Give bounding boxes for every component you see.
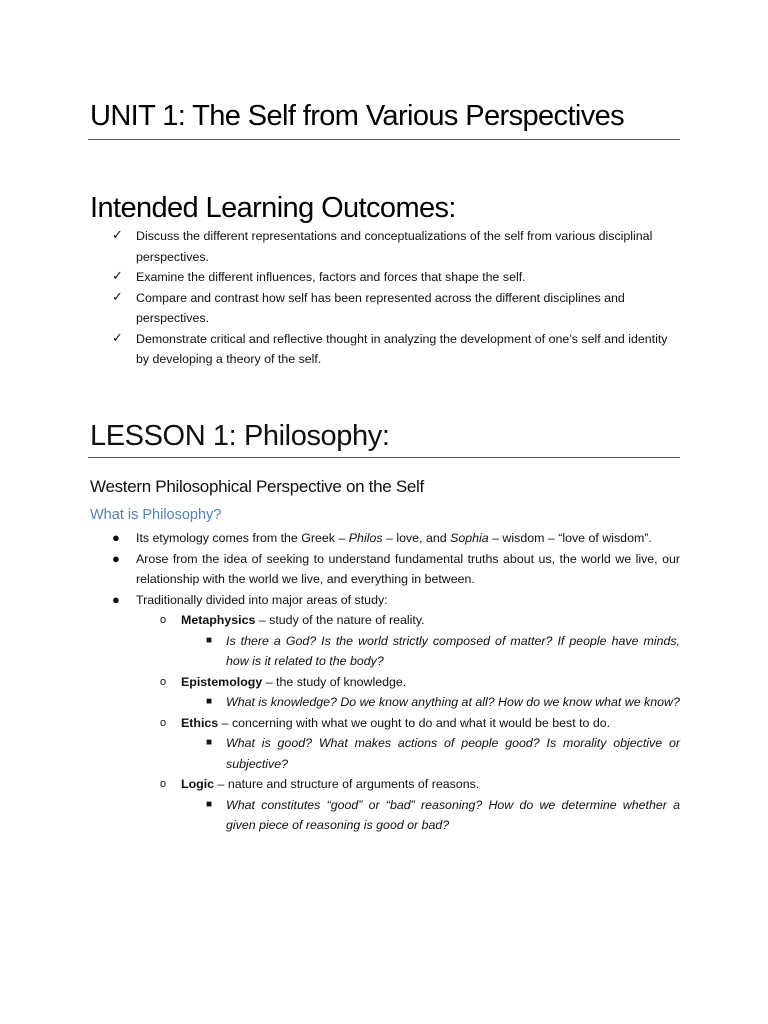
- bullet-icon: ●: [112, 530, 120, 545]
- term-philos: Philos: [348, 531, 383, 545]
- area-term: Ethics: [181, 715, 219, 730]
- bullet-item-origin: ● Arose from the idea of seeking to understand fundamental truths about us, the world we live, our relationship with the world we live, and everything in between.: [112, 550, 680, 586]
- outcome-item: [90, 226, 680, 267]
- area-item-metaphysics: [136, 610, 680, 672]
- lesson-title-rule: [88, 457, 680, 458]
- lesson-title: LESSON 1: Philosophy:: [90, 420, 390, 452]
- area-desc: – study of the nature of reality.: [255, 613, 425, 627]
- circle-bullet-icon: o: [160, 716, 167, 729]
- square-bullet-icon: ■: [206, 696, 213, 707]
- unit-title-rule: [88, 139, 680, 140]
- circle-bullet-icon: o: [160, 614, 167, 626]
- area-question: ■ What constitutes “good” or “bad” reasoning? How do we determine whether a given piece of reasoning is good or bad?: [181, 795, 680, 836]
- area-question: ■ Is there a God? Is the world strictly composed of matter? If people have minds, how is it related to the body?: [181, 631, 680, 672]
- area-question: ■ What is knowledge? Do we know anything at all? How do we know what we know?: [181, 692, 680, 713]
- unit-title: UNIT 1: The Self from Various Perspectives: [90, 100, 625, 132]
- outcome-text: Demonstrate critical and reflective thought in analyzing the development of one’s self and identity by developing a theory of the self.: [136, 331, 668, 366]
- check-icon: ✓: [112, 228, 123, 243]
- area-desc: – nature and structure of arguments of reasons.: [214, 777, 480, 791]
- area-item-ethics: [136, 713, 680, 775]
- area-item-logic: [136, 774, 680, 836]
- check-icon: ✓: [112, 269, 123, 284]
- areas-list: [136, 610, 680, 836]
- square-bullet-icon: ■: [206, 737, 213, 748]
- outcomes-title: Intended Learning Outcomes:: [90, 192, 456, 224]
- outcome-text: Examine the different influences, factors and forces that shape the self.: [136, 270, 526, 284]
- area-desc: – the study of knowledge.: [262, 674, 407, 689]
- bullet-icon: ●: [112, 591, 120, 607]
- area-term: Epistemology: [181, 674, 263, 689]
- outcome-item: [90, 267, 680, 288]
- outcome-text: Compare and contrast how self has been represented across the different disciplines and perspectives.: [136, 290, 625, 325]
- philosophy-bullets: [90, 528, 680, 836]
- area-desc: – concerning with what we ought to do and what it would be best to do.: [218, 715, 611, 730]
- area-questions: [181, 795, 680, 836]
- bullet-item-areas: ● Traditionally divided into major areas of study: o Metaphysics – study of the nature of reality. ■ Is there a God? Is the world strictly composed of matter? If people have minds, how is it related to the body? o Epistemology – the study of knowledge. ■ What is knowledge? Do we know anything at all? How do we know what we know? o Ethics – concerning with what we ought to do and what it would be best to do. ■ What is good? What makes actions of people good? Is morality objective or subjective? o Logic – nature and structure of arguments of reasons. ■ What constitutes “good” or “bad” reasoning? How do we determine whether a given piece of reasoning is good or bad?: [90, 590, 680, 836]
- term-sophia: Sophia: [450, 531, 489, 545]
- outcome-item: [90, 329, 680, 370]
- outcome-item: [90, 288, 680, 329]
- area-item-epistemology: [136, 672, 680, 713]
- check-icon: ✓: [112, 289, 123, 305]
- area-questions: [181, 733, 680, 774]
- outcomes-list: [90, 226, 680, 370]
- area-question: ■ What is good? What makes actions of people good? Is morality objective or subjective?: [181, 733, 680, 774]
- circle-bullet-icon: o: [160, 778, 167, 790]
- bullet-icon: ●: [112, 550, 120, 566]
- area-questions: [181, 631, 680, 672]
- area-term: Logic: [181, 777, 215, 791]
- section-title: Western Philosophical Perspective on the Self: [90, 477, 424, 496]
- area-term: Metaphysics: [181, 613, 256, 627]
- question-heading: What is Philosophy?: [90, 507, 222, 523]
- square-bullet-icon: ■: [206, 634, 213, 646]
- area-questions: [181, 692, 680, 713]
- circle-bullet-icon: o: [160, 675, 167, 688]
- check-icon: ✓: [112, 330, 123, 346]
- outcome-text: Discuss the different representations and conceptualizations of the self from various disciplinal perspectives.: [136, 229, 653, 264]
- square-bullet-icon: ■: [206, 798, 213, 810]
- bullet-item-etymology: ● Its etymology comes from the Greek – Philos – love, and Sophia – wisdom – “love of wisdom”.: [90, 528, 680, 549]
